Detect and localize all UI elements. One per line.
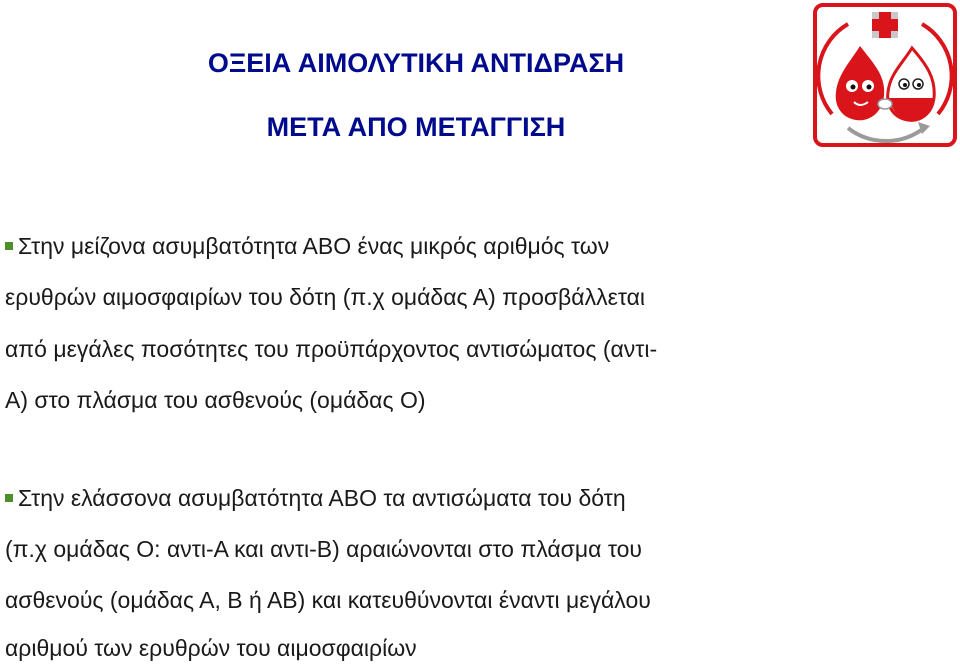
paragraph-1-line-2: ερυθρών αιμοσφαιρίων του δότη (π.χ ομάδας Α) προσβάλλεται: [5, 284, 646, 310]
square-bullet-icon: [5, 242, 13, 250]
paragraph-2-line-2: (π.χ ομάδας Ο: αντι-Α και αντι-Β) αραιώνονται στο πλάσμα του: [5, 536, 642, 562]
paragraph-2-line-3: ασθενούς (ομάδας Α, Β ή ΑΒ) και κατευθύνονται έναντι μεγάλου: [5, 587, 651, 613]
paragraph-1-line-3: από μεγάλες ποσότητες του προϋπάρχοντος αντισώματος (αντι-: [5, 336, 658, 362]
paragraph-1-line-1: Στην μείζονα ασυμβατότητα ΑΒΟ ένας μικρός αριθμός των: [5, 232, 609, 260]
paragraph-2-line-1: Στην ελάσσονα ασυμβατότητα ΑΒΟ τα αντισώματα του δότη: [5, 484, 626, 512]
square-bullet-icon: [5, 494, 13, 502]
paragraph-1-line-4: Α) στο πλάσμα του ασθενούς (ομάδας Ο): [5, 387, 426, 413]
slide-title-line-2: ΜΕΤΑ ΑΠΟ ΜΕΤΑΓΓΙΣΗ: [266, 112, 566, 142]
slide-title-line-1: ΟΞΕΙΑ ΑΙΜΟΛΥΤΙΚΗ ΑΝΤΙΔΡΑΣΗ: [207, 48, 625, 78]
paragraph-2-line-4: αριθμού των ερυθρών του αιμοσφαιρίων: [5, 635, 417, 661]
blood-donation-logo-icon: [812, 2, 958, 148]
